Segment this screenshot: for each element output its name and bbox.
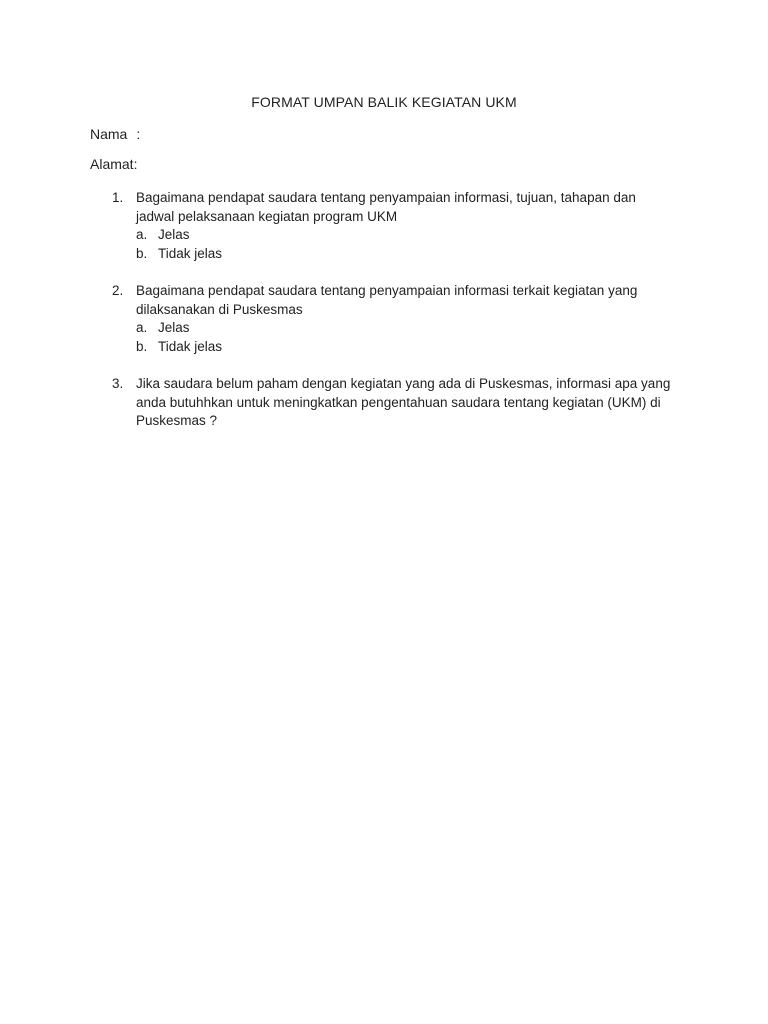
question-list (112, 189, 672, 450)
question-item (112, 375, 672, 431)
field-alamat (90, 156, 137, 172)
option-item (136, 245, 672, 264)
option-letter: a. (136, 320, 148, 335)
option-letter: a. (136, 227, 148, 242)
field-colon: : (133, 156, 138, 172)
option-letter: b. (136, 245, 148, 261)
option-letter: b. (136, 338, 148, 354)
question-item (112, 282, 672, 356)
option-text: Jelas (158, 227, 190, 242)
option-text: Tidak jelas (158, 245, 223, 261)
question-number: 3. (112, 376, 124, 391)
option-item (136, 226, 672, 245)
question-text: Jika saudara belum paham dengan kegiatan yang ada di Puskesmas, informasi apa yang anda butuhhkan untuk meningkatkan pengentahuan saudara tentang kegiatan (UKM) di Puskesmas ? (136, 376, 671, 428)
option-item (136, 338, 672, 357)
option-text: Tidak jelas (158, 338, 223, 354)
option-list (136, 319, 672, 356)
question-number: 1. (112, 190, 124, 205)
question-text: Bagaimana pendapat saudara tentang penyampaian informasi, tujuan, tahapan dan jadwal pelaksanaan kegiatan program UKM (136, 190, 636, 224)
option-item (136, 319, 672, 338)
field-nama (90, 126, 140, 142)
option-text: Jelas (158, 320, 190, 335)
question-text: Bagaimana pendapat saudara tentang penyampaian informasi terkait kegiatan yang dilaksanakan di Puskesmas (136, 283, 638, 317)
question-number: 2. (112, 283, 124, 298)
document-title: FORMAT UMPAN BALIK KEGIATAN UKM (251, 94, 517, 110)
option-list (136, 226, 672, 263)
field-label: Nama (90, 126, 128, 142)
question-item (112, 189, 672, 263)
field-colon: : (136, 126, 141, 142)
field-label: Alamat (90, 156, 134, 172)
